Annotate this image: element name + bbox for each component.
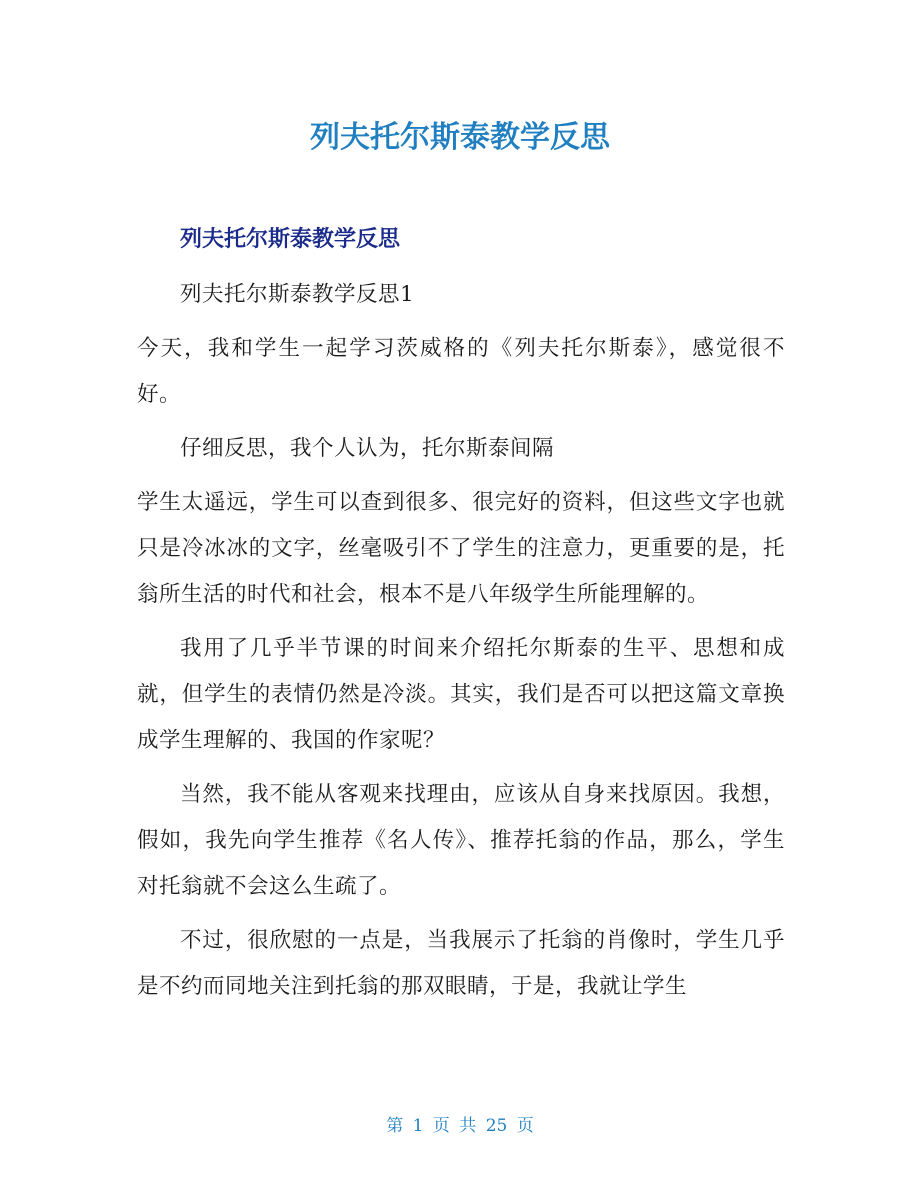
document-body bbox=[137, 272, 785, 1018]
paragraph: 仔细反思，我个人认为，托尔斯泰间隔 bbox=[180, 436, 555, 461]
paragraph: 不过，很欣慰的一点是，当我展示了托翁的肖像时，学生几乎是不约而同地关注到托翁的那双眼睛，于是，我就让学生 bbox=[137, 928, 785, 999]
paragraph: 我用了几乎半节课的时间来介绍托尔斯泰的生平、思想和成就，但学生的表情仍然是冷淡。其实，我们是否可以把这篇文章换成学生理解的、我国的作家呢？ bbox=[137, 636, 785, 753]
document-title: 列夫托尔斯泰教学反思 bbox=[310, 120, 610, 155]
paragraph: 学生太遥远，学生可以查到很多、很完好的资料，但这些文字也就只是冷冰冰的文字，丝毫吸引不了学生的注意力，更重要的是，托翁所生活的时代和社会，根本不是八年级学生所能理解的。 bbox=[137, 490, 785, 607]
page-footer: 第 1 页 共 25 页 bbox=[386, 1116, 534, 1136]
paragraph: 列夫托尔斯泰教学反思1 bbox=[180, 282, 415, 307]
paragraph: 当然，我不能从客观来找理由，应该从自身来找原因。我想，假如，我先向学生推荐《名人传》、推荐托翁的作品，那么，学生对托翁就不会这么生疏了。 bbox=[137, 782, 785, 899]
paragraph: 今天，我和学生一起学习茨威格的《列夫托尔斯泰》，感觉很不好。 bbox=[137, 336, 785, 407]
section-heading: 列夫托尔斯泰教学反思 bbox=[180, 227, 401, 252]
